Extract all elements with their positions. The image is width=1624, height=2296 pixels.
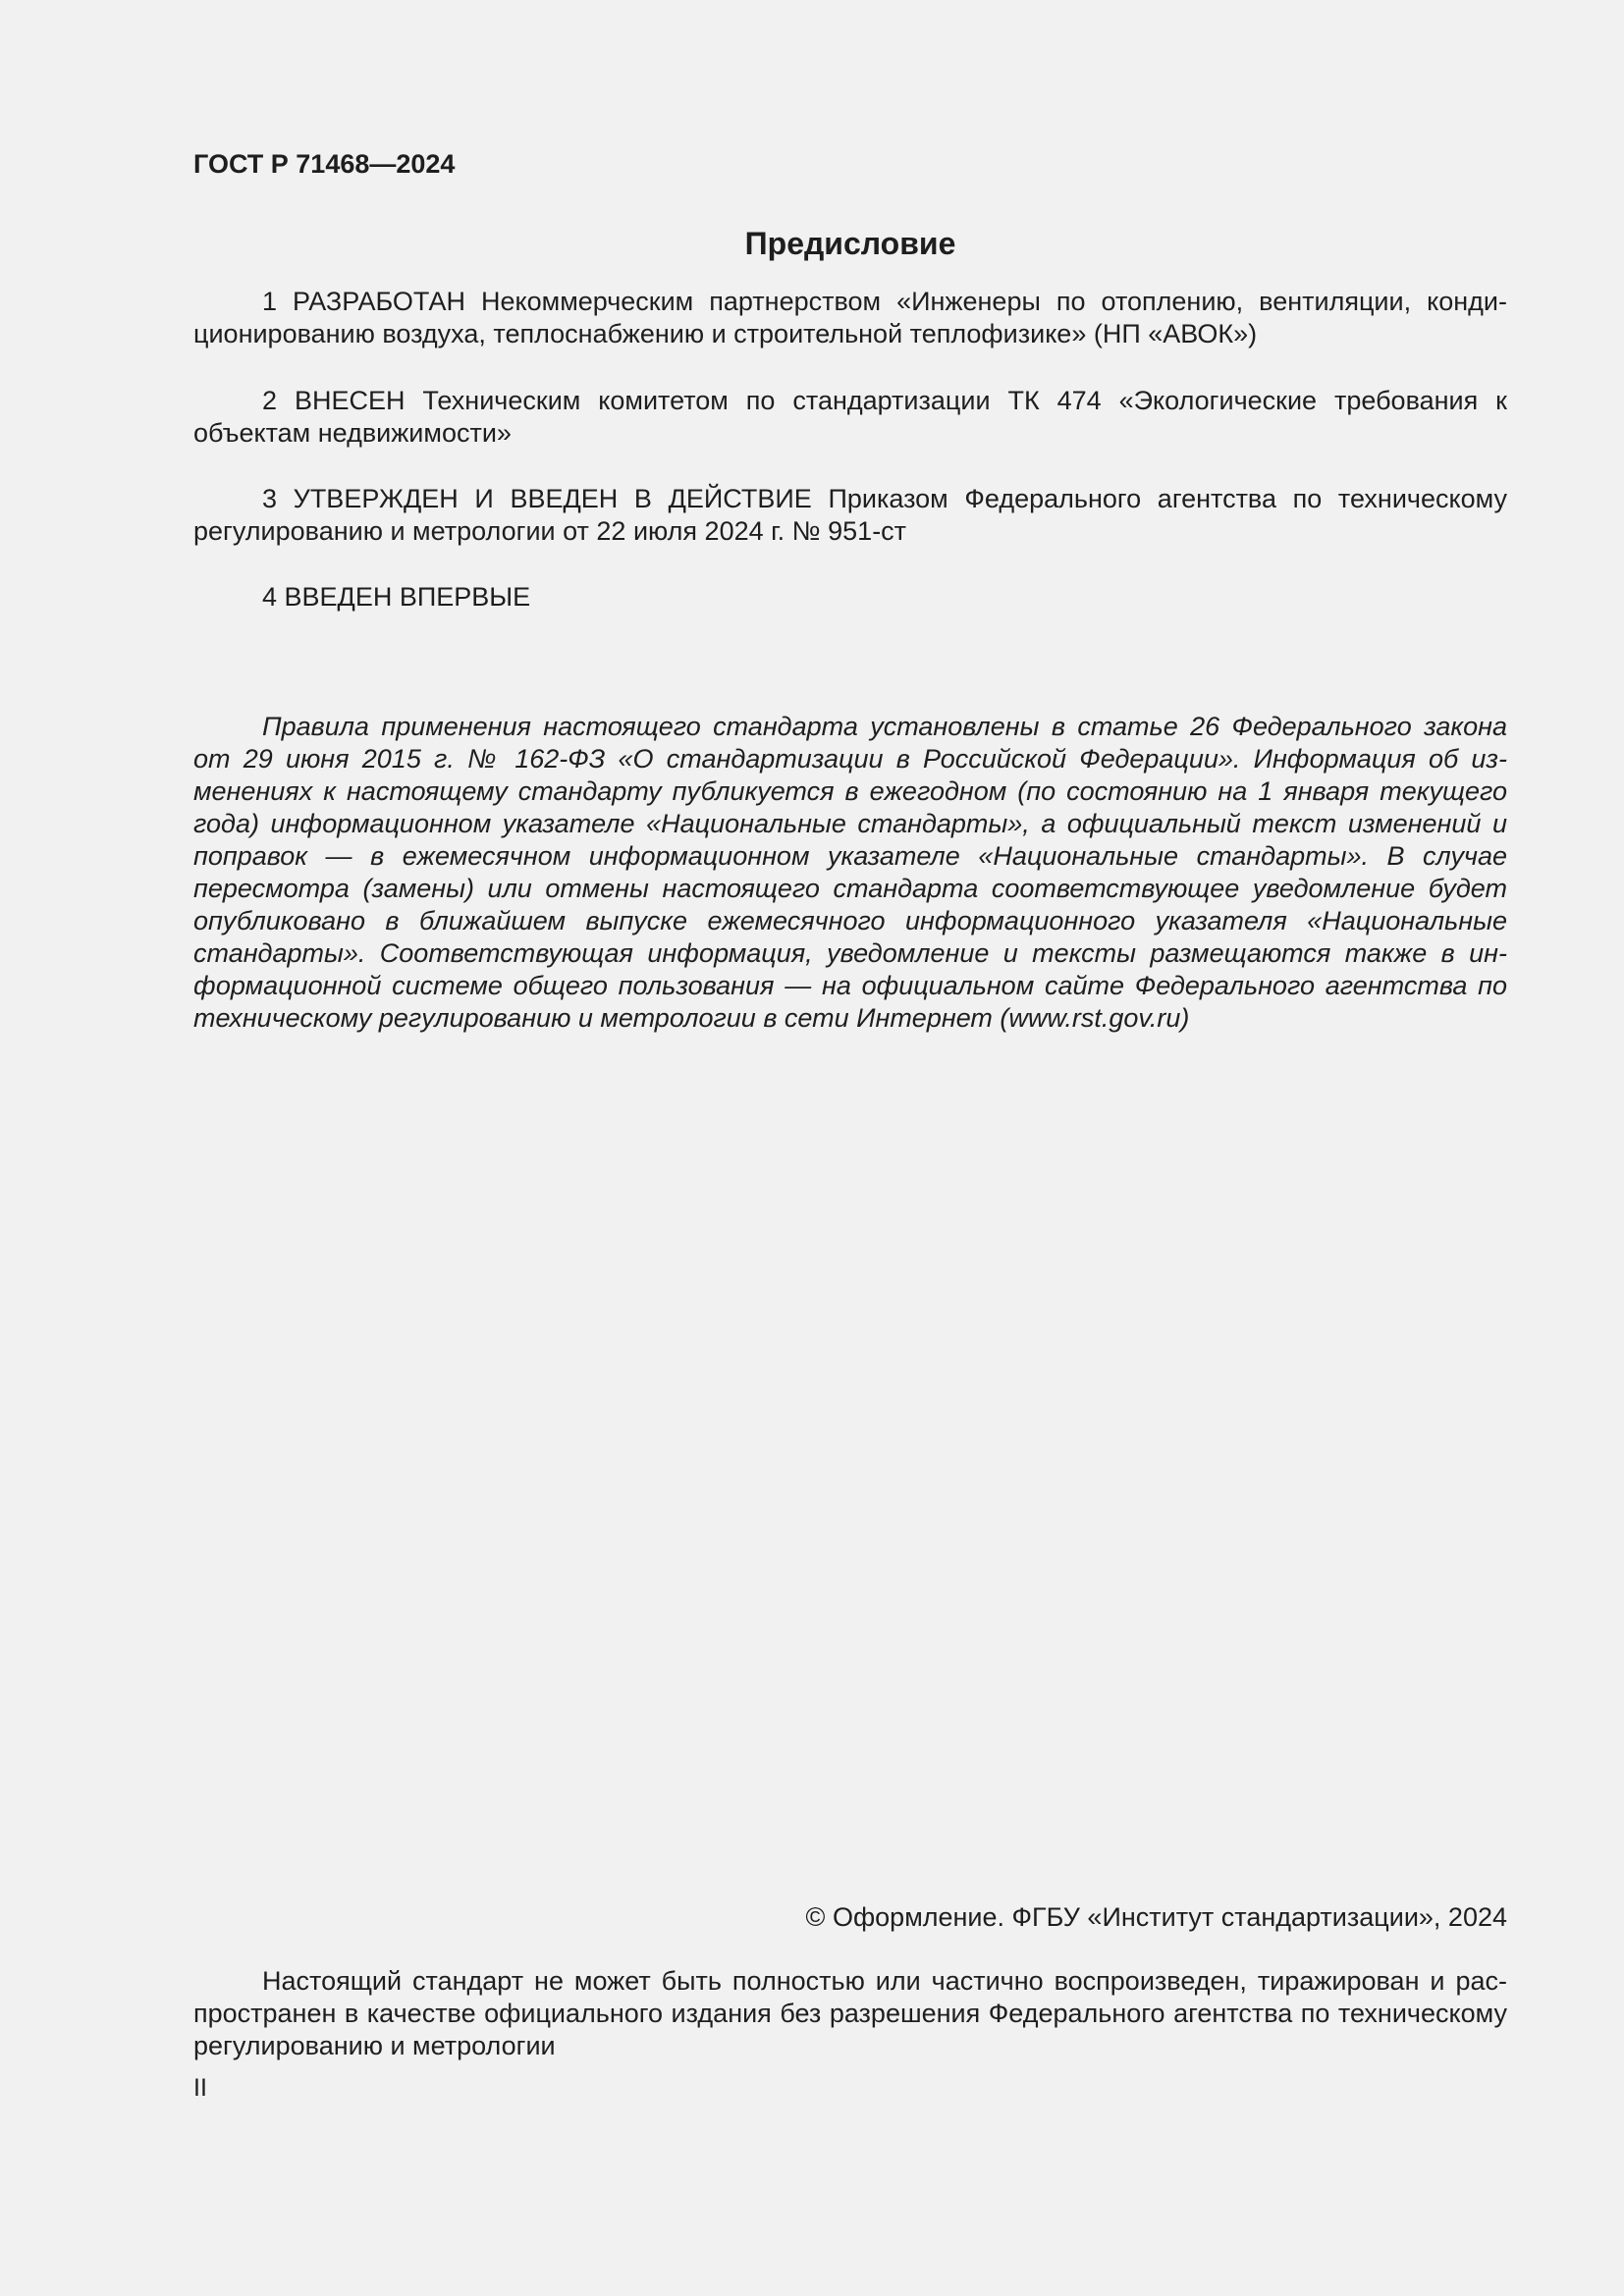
preface-item-3: 3 УТВЕРЖДЕН И ВВЕДЕН В ДЕЙСТВИЕ Приказом Федерального агентства по техническому регулированию и метрологии от 22 июля 2024 г. № 951-ст — [193, 484, 1507, 546]
copyright-line: © Оформление. ФГБУ «Институт стандартизации», 2024 — [805, 1902, 1507, 1932]
preface-item-4: 4 ВВЕДЕН ВПЕРВЫЕ — [262, 582, 531, 612]
page-number: II — [193, 2074, 207, 2102]
application-rules-paragraph: Правила применения настоящего стандарта установлены в статье 26 Федерального закона от 29 июня 2015 г. № 162-ФЗ «О стандартизации в Российской Федерации». Информация об изменениях к настоящему стандарту публикуется в ежегодном (по состоянию на 1 января текущего года) информационном указателе «Национальные стандарты», а официальный текст изменений и поправок — в ежемесячном информационном указателе «Национальные стандарты». В случае пересмотра (замены) или отмены настоящего стандарта соответствующее уведомление будет опубликовано в ближайшем выпуске ежемесячного информационного указателя «Национальные стандарты». Соответствующая информация, уведомление и тексты размещаются также в информационной системе общего пользования — на официальном сайте Федерального агентства по техническому регулированию и метрологии в сети Интернет (www.rst.gov.ru) — [193, 712, 1507, 1033]
preface-item-2: 2 ВНЕСЕН Техническим комитетом по стандартизации ТК 474 «Экологические требования к объектам недвижимости» — [193, 386, 1507, 448]
preface-item-1: 1 РАЗРАБОТАН Некоммерческим партнерством «Инженеры по отоплению, вентиляции, кондиционированию воздуха, теплоснабжению и строительной теплофизике» (НП «АВОК») — [193, 287, 1507, 348]
document-page — [193, 0, 1507, 2296]
reproduction-notice: Настоящий стандарт не может быть полностью или частично воспроизведен, тиражирован и распространен в качестве официального издания без разрешения Федерального агентства по техническому регулированию и метрологии — [193, 1966, 1507, 2060]
document-code: ГОСТ Р 71468—2024 — [193, 149, 456, 179]
preface-title: Предисловие — [744, 226, 956, 261]
